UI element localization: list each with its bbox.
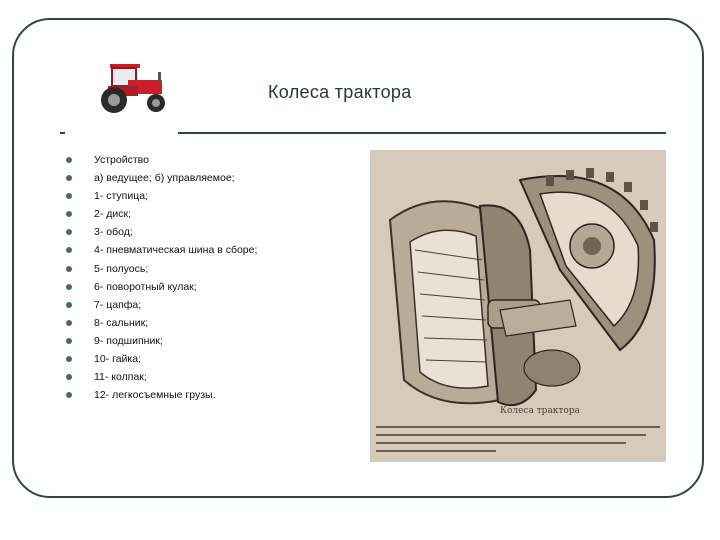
list-item: [66, 169, 257, 187]
bullet-icon: [66, 229, 72, 235]
list-item: [66, 205, 257, 223]
bullet-icon: [66, 175, 72, 181]
list-item: [66, 151, 257, 169]
title-rule: [178, 132, 666, 134]
list-item: [66, 241, 257, 259]
list-item-text: 7- цапфа;: [94, 298, 142, 311]
list-item: [66, 368, 257, 386]
bullet-icon: [66, 247, 72, 253]
list-item: [66, 386, 257, 404]
list-item: [66, 278, 257, 296]
bullet-icon: [66, 356, 72, 362]
list-item-text: 2- диск;: [94, 208, 132, 221]
list-item: [66, 350, 257, 368]
list-item: [66, 296, 257, 314]
bullet-icon: [66, 374, 72, 380]
tractor-icon: [88, 58, 176, 114]
list-item-text: а) ведущее; б) управляемое;: [94, 172, 235, 185]
list-item-text: 6- поворотный кулак;: [94, 280, 197, 293]
list-item: [66, 314, 257, 332]
list-item: [66, 332, 257, 350]
bullet-icon: [66, 302, 72, 308]
bullet-icon: [66, 266, 72, 272]
bullet-icon: [66, 320, 72, 326]
list-item-text: 12- легкосъемные грузы.: [94, 389, 216, 402]
slide-title: Колеса трактора: [268, 82, 412, 102]
list-item-text: 11- колпак;: [94, 371, 147, 384]
list-item-text: 3- обод;: [94, 226, 133, 239]
title-dash: [60, 132, 65, 134]
list-item: [66, 223, 257, 241]
driving-wheel-drawing: [390, 201, 540, 405]
bullet-icon: [66, 193, 72, 199]
figure-caption: Колеса трактора: [500, 406, 580, 416]
list-item-text: 5- полуось;: [94, 262, 149, 275]
bullet-icon: [66, 211, 72, 217]
list-item-text: 4- пневматическая шина в сборе;: [94, 244, 258, 257]
list-item-text: 1- ступица;: [94, 190, 149, 203]
list-item-text: 8- сальник;: [94, 316, 149, 329]
list-item-text: Устройство: [94, 154, 149, 166]
list-item-text: 10- гайка;: [94, 353, 141, 366]
bullet-icon: [66, 338, 72, 344]
list-item-text: 9- подшипник;: [94, 334, 163, 347]
list-item: [66, 260, 257, 278]
list-item: [66, 187, 257, 205]
bullet-icon: [66, 157, 72, 163]
parts-list: [66, 151, 257, 404]
bullet-icon: [66, 284, 72, 290]
bullet-icon: [66, 392, 72, 398]
